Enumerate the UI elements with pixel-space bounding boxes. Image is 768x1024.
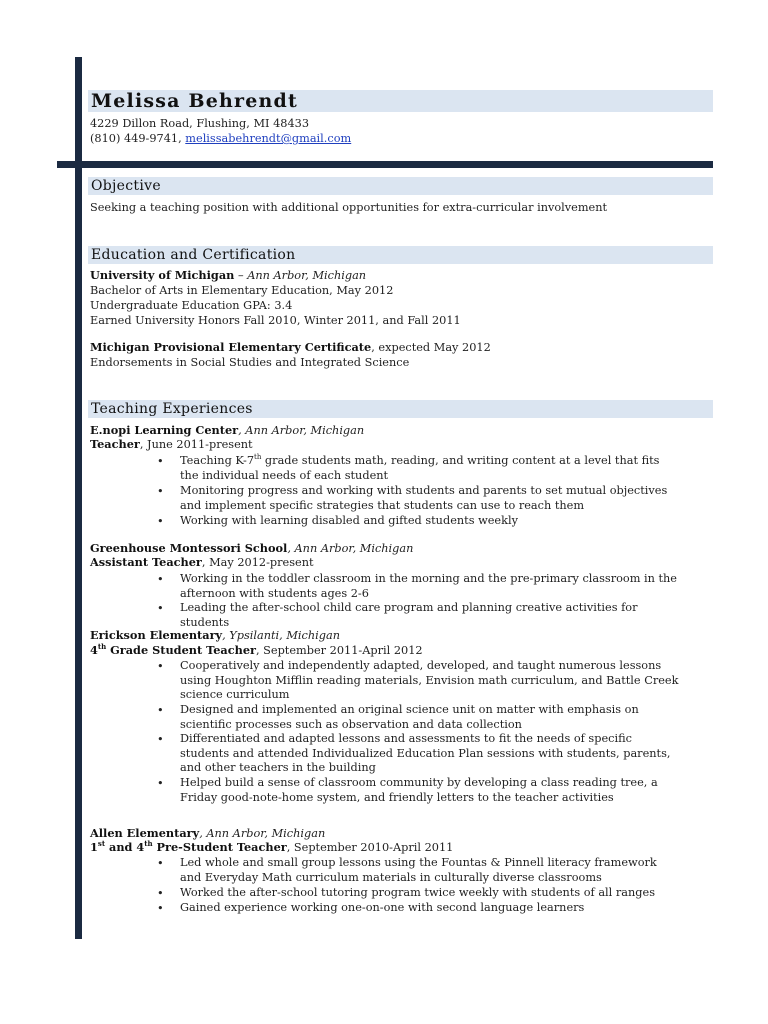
bullet-text: Cooperatively and independently adapted, developed, and taught numerous lessons using Houghton Mifflin reading materials, Envision math curriculum, and Battle Creek science curriculum xyxy=(180,659,679,701)
left-accent-bar xyxy=(75,57,82,939)
job-dates: , September 2010-April 2011 xyxy=(286,841,454,854)
job-title-line xyxy=(90,555,314,570)
job-dates: , September 2011-April 2012 xyxy=(255,644,423,657)
bullet-marker: • xyxy=(157,704,164,717)
bullet-marker: • xyxy=(157,455,164,468)
job-location: , Ann Arbor, Michigan xyxy=(199,827,326,840)
objective-band xyxy=(88,177,713,195)
job-title-line xyxy=(90,643,423,658)
job-title-line xyxy=(90,840,453,855)
school-location: – Ann Arbor, Michigan xyxy=(234,269,367,282)
bullet-text: Teaching K-7th grade students math, reading, and writing content at a level that fits the individual needs of each student xyxy=(180,453,660,482)
job-org-line xyxy=(90,541,413,556)
gpa-line: Undergraduate Education GPA: 3.4 xyxy=(90,299,293,312)
job-dates: , June 2011-present xyxy=(139,438,253,451)
bullet-marker: • xyxy=(157,485,164,498)
bullet-marker: • xyxy=(157,777,164,790)
job-org: Allen Elementary xyxy=(90,826,200,840)
certificate-line xyxy=(90,340,491,355)
bullet-marker: • xyxy=(157,887,164,900)
school-line xyxy=(90,268,366,283)
job-org: Erickson Elementary xyxy=(90,628,223,642)
objective-text: Seeking a teaching position with additional opportunities for extra-curricular involvement xyxy=(90,201,608,214)
bullet-marker: • xyxy=(157,902,164,915)
bullet-text: Helped build a sense of classroom community by developing a class reading tree, a Friday good-note-home system, and friendly letters to the teacher activities xyxy=(180,776,658,804)
experience-heading: Teaching Experiences xyxy=(91,401,253,417)
address-line: 4229 Dillon Road, Flushing, MI 48433 xyxy=(90,117,310,130)
bullet-marker: • xyxy=(157,602,164,615)
job-title: Teacher xyxy=(90,437,140,451)
contact-line xyxy=(90,131,351,146)
job-location: , Ann Arbor, Michigan xyxy=(238,424,365,437)
objective-heading: Objective xyxy=(91,178,161,194)
bullet-text: Monitoring progress and working with students and parents to set mutual objectives and implement specific strategies that students can use to reach them xyxy=(180,484,668,512)
school-name: University of Michigan xyxy=(90,268,235,282)
job-location: , Ann Arbor, Michigan xyxy=(287,542,414,555)
job-title: 4th Grade Student Teacher xyxy=(90,642,256,657)
candidate-name: Melissa Behrendt xyxy=(91,90,299,112)
degree-line: Bachelor of Arts in Elementary Education, May 2012 xyxy=(90,284,394,297)
bullet-marker: • xyxy=(157,515,164,528)
job-org: Greenhouse Montessori School xyxy=(90,541,288,555)
email-link[interactable]: melissabehrendt@gmail.com xyxy=(185,132,352,145)
job-org-line xyxy=(90,423,364,438)
certificate-date: , expected May 2012 xyxy=(371,341,491,354)
bullet-text: Leading the after-school child care program and planning creative activities for students xyxy=(180,601,638,629)
bullet-marker: • xyxy=(157,660,164,673)
bullet-text: Gained experience working one-on-one with second language learners xyxy=(180,901,585,914)
certificate-name: Michigan Provisional Elementary Certificate xyxy=(90,340,372,354)
bullet-marker: • xyxy=(157,857,164,870)
job-org-line xyxy=(90,628,340,643)
bullet-text: Differentiated and adapted lessons and assessments to fit the needs of specific students and attended Individualized Education Plan sessions with students, parents, and other teachers in the building xyxy=(180,732,671,774)
bullet-text: Working in the toddler classroom in the morning and the pre-primary classroom in the afternoon with students ages 2-6 xyxy=(180,572,677,600)
header-divider-bar xyxy=(57,161,713,168)
bullet-text: Designed and implemented an original science unit on matter with emphasis on scientific processes such as observation and data collection xyxy=(180,703,639,731)
bullet-marker: • xyxy=(157,573,164,586)
honors-line: Earned University Honors Fall 2010, Winter 2011, and Fall 2011 xyxy=(90,314,461,327)
job-title: 1st and 4th Pre-Student Teacher xyxy=(90,839,287,854)
job-org: E.nopi Learning Center xyxy=(90,423,239,437)
job-dates: , May 2012-present xyxy=(201,556,314,569)
bullet-text: Led whole and small group lessons using the Fountas & Pinnell literacy framework and Everyday Math curriculum materials in culturally diverse classrooms xyxy=(180,856,657,884)
bullet-text: Worked the after-school tutoring program twice weekly with students of all ranges xyxy=(180,886,655,899)
job-title: Assistant Teacher xyxy=(90,555,202,569)
phone: (810) 449-9741, xyxy=(90,132,182,145)
job-location: , Ypsilanti, Michigan xyxy=(222,629,340,642)
education-heading: Education and Certification xyxy=(91,247,296,263)
job-org-line xyxy=(90,826,325,841)
job-title-line xyxy=(90,437,253,452)
bullet-text: Working with learning disabled and gifted students weekly xyxy=(180,514,518,527)
bullet-marker: • xyxy=(157,733,164,746)
endorsements-line: Endorsements in Social Studies and Integrated Science xyxy=(90,356,410,369)
